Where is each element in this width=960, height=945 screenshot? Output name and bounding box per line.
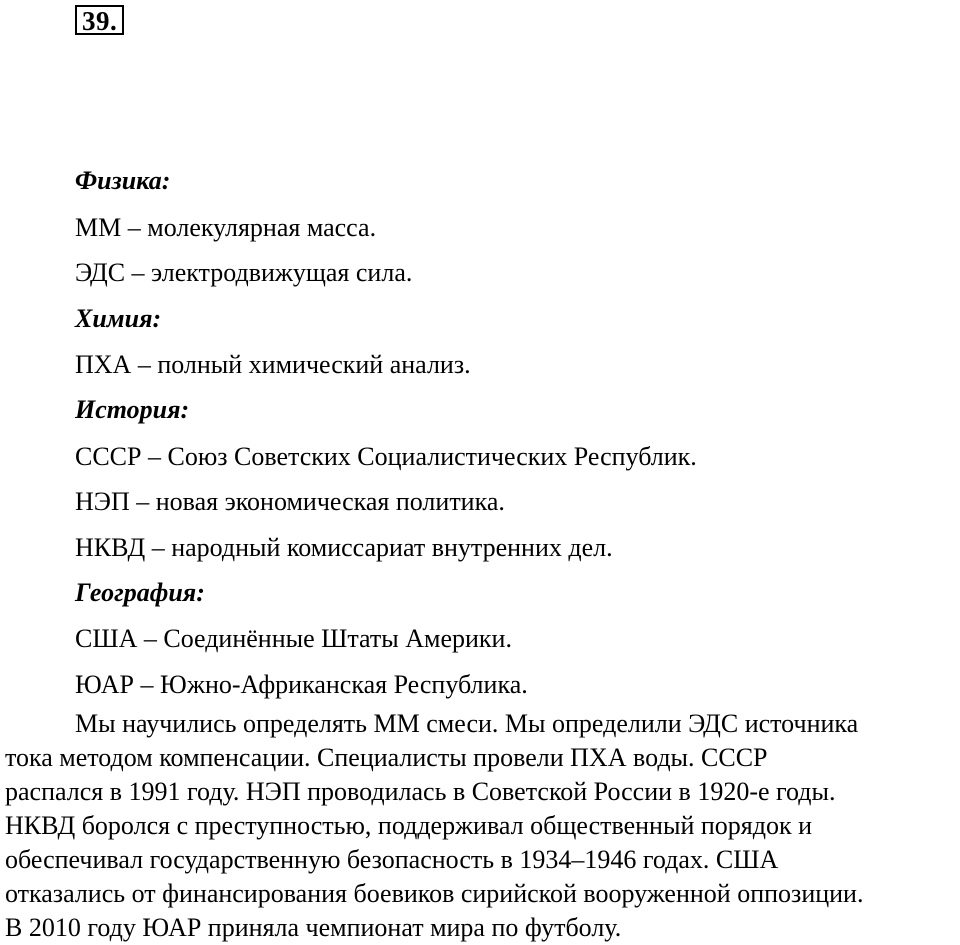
paragraph-line: отказались от финансирования боевиков сирийской вооруженной оппозиции. — [5, 879, 864, 908]
paragraph-line: В 2010 году ЮАР приняла чемпионат мира по футболу. — [5, 913, 622, 942]
paragraph-line: тока методом компенсации. Специалисты провели ПХА воды. СССР — [5, 743, 768, 772]
task-number-box: 39. — [75, 5, 124, 35]
section-heading-chemistry: Химия: — [75, 304, 162, 333]
paragraph-line: обеспечивал государственную безопасность в 1934–1946 годах. США — [5, 845, 779, 874]
list-item: СССР – Союз Советских Социалистических Республик. — [75, 442, 697, 471]
section-heading-physics: Физика: — [75, 166, 171, 195]
list-item: НЭП – новая экономическая политика. — [75, 487, 505, 516]
section-heading-geography: География: — [75, 578, 205, 607]
paragraph-line: распался в 1991 году. НЭП проводилась в Советской России в 1920-е годы. — [5, 777, 836, 806]
paragraph-line: Мы научились определять ММ смеси. Мы определили ЭДС источника — [75, 709, 859, 738]
list-item: ММ – молекулярная масса. — [75, 213, 377, 242]
list-item: ПХА – полный химический анализ. — [75, 350, 471, 379]
list-item: ЮАР – Южно-Африканская Республика. — [75, 670, 528, 699]
list-item: США – Соединённые Штаты Америки. — [75, 624, 512, 653]
paragraph-line: НКВД боролся с преступностью, поддерживал общественный порядок и — [5, 811, 813, 840]
list-item: НКВД – народный комиссариат внутренних дел. — [75, 533, 613, 562]
section-heading-history: История: — [75, 395, 190, 424]
summary-paragraph — [5, 707, 960, 945]
list-item: ЭДС – электродвижущая сила. — [75, 258, 413, 287]
